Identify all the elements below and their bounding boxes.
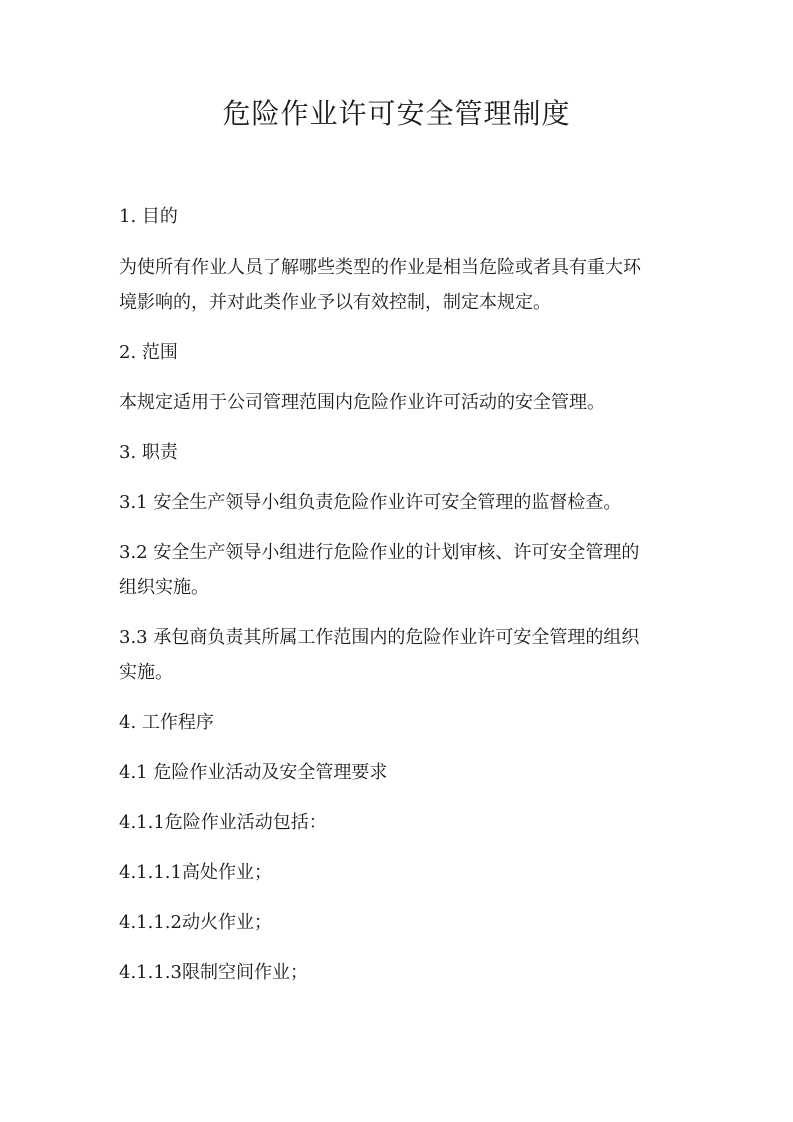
subsection-heading: 4.1 危险作业活动及安全管理要求 — [119, 762, 388, 783]
paragraph-line: 实施。 — [119, 662, 173, 683]
section-heading-purpose: 1. 目的 — [119, 206, 178, 227]
list-item: 4.1.1.3限制空间作业； — [119, 962, 308, 983]
list-item: 4.1.1.2动火作业； — [119, 912, 272, 933]
paragraph-line: 为使所有作业人员了解哪些类型的作业是相当危险或者具有重大环 — [119, 257, 641, 278]
paragraph-line: 3.2 安全生产领导小组进行危险作业的计划审核、许可安全管理的 — [119, 542, 640, 563]
paragraph-line: 3.3 承包商负责其所属工作范围内的危险作业许可安全管理的组织 — [119, 627, 640, 648]
paragraph-line: 本规定适用于公司管理范围内危险作业许可活动的安全管理。 — [119, 392, 605, 413]
list-heading: 4.1.1危险作业活动包括： — [119, 812, 327, 833]
section-heading-scope: 2. 范围 — [119, 342, 178, 363]
section-heading-procedure: 4. 工作程序 — [119, 712, 214, 733]
paragraph-line: 组织实施。 — [119, 577, 209, 598]
paragraph-line: 3.1 安全生产领导小组负责危险作业许可安全管理的监督检查。 — [119, 492, 622, 513]
section-heading-responsibility: 3. 职责 — [119, 442, 178, 463]
paragraph-line: 境影响的，并对此类作业予以有效控制，制定本规定。 — [119, 292, 551, 313]
list-item: 4.1.1.1高处作业； — [119, 862, 272, 883]
document-title: 危险作业许可安全管理制度 — [222, 97, 571, 130]
